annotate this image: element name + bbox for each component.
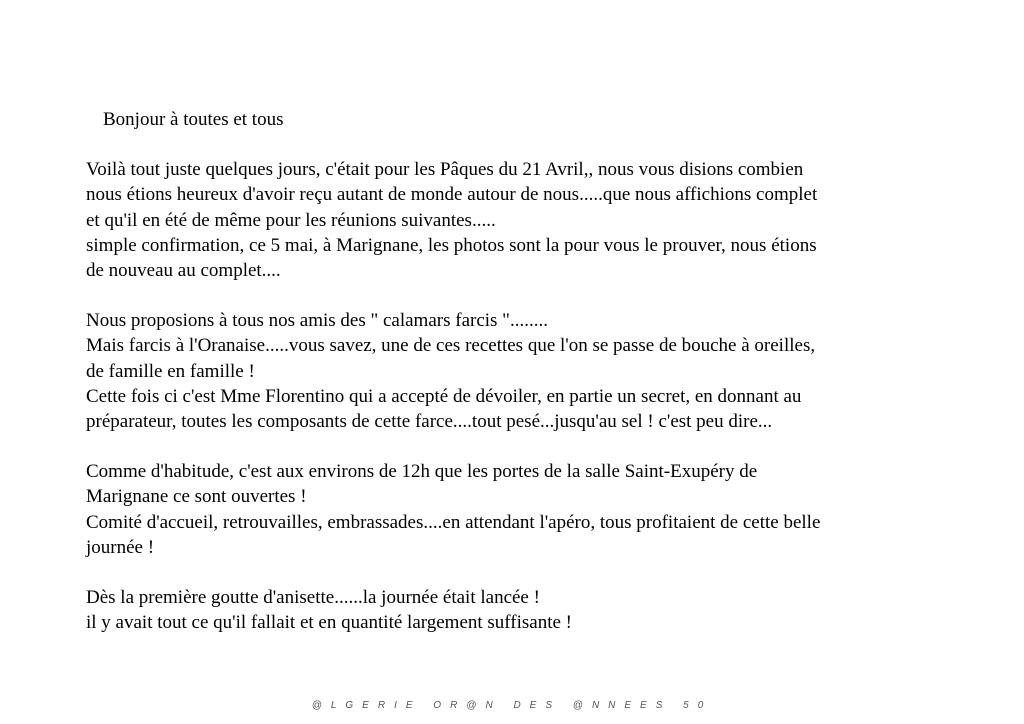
text-line: simple confirmation, ce 5 mai, à Marignane, les photos sont la pour vous le prouver, nous étions [86, 234, 817, 256]
paragraph-paques [86, 157, 966, 283]
text-line: Marignane ce sont ouvertes ! [86, 486, 307, 508]
document-body [86, 107, 966, 635]
text-line: Nous proposions à tous nos amis des " calamars farcis "........ [86, 310, 548, 332]
text-line: Comité d'accueil, retrouvailles, embrassades....en attendant l'apéro, tous profitaient de cette belle [86, 511, 821, 533]
text-line: Cette fois ci c'est Mme Florentino qui a accepté de dévoiler, en partie un secret, en donnant au [86, 385, 802, 407]
text-line: Comme d'habitude, c'est aux environs de 12h que les portes de la salle Saint-Exupéry de [86, 461, 758, 483]
paragraph-anisette [86, 585, 966, 635]
text-line: Mais farcis à l'Oranaise.....vous savez, une de ces recettes que l'on se passe de bouche à oreilles, [86, 335, 816, 357]
text-line: préparateur, toutes les composants de cette farce....tout pesé...jusqu'au sel ! c'est peu dire... [86, 411, 773, 433]
text-line: nous étions heureux d'avoir reçu autant de monde autour de nous.....que nous affichions complet [86, 184, 818, 206]
text-line: journée ! [86, 536, 155, 558]
text-line: de famille en famille ! [86, 360, 255, 382]
text-line: de nouveau au complet.... [86, 260, 281, 282]
text-line: et qu'il en été de même pour les réunions suivantes..... [86, 209, 496, 231]
text-line: Dès la première goutte d'anisette......la journée était lancée ! [86, 587, 540, 609]
text-line: Voilà tout juste quelques jours, c'était pour les Pâques du 21 Avril,, nous vous disions combien [86, 159, 804, 181]
paragraph-accueil [86, 459, 966, 560]
greeting-line: Bonjour à toutes et tous [103, 109, 284, 130]
page-footer: @LGERIE OR@N DES @NNEES 50 [311, 700, 713, 711]
paragraph-calamars [86, 308, 966, 434]
text-line: il y avait tout ce qu'il fallait et en quantité largement suffisante ! [86, 612, 573, 634]
